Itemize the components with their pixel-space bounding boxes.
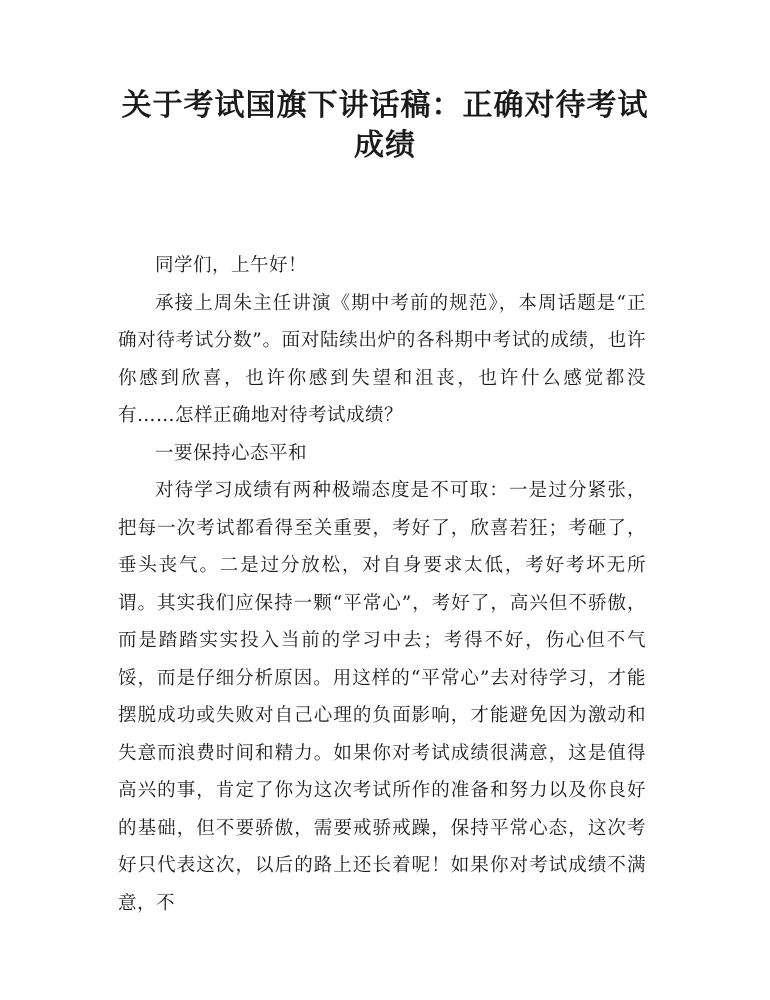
intro-paragraph: 承接上周朱主任讲演《期中考前的规范》，本周话题是“正确对待考试分数”。面对陆续出炉的各科期中考试的成绩，也许你感到欣喜，也许你感到失望和沮丧，也许什么感觉都没有……怎样正确地对待考试成绩？ [118, 292, 646, 426]
section-heading: 一要保持心态平和 [155, 442, 308, 464]
document-body [118, 247, 646, 922]
page-title [95, 86, 675, 166]
greeting-paragraph: 同学们，上午好！ [155, 255, 308, 276]
body-paragraph: 对待学习成绩有两种极端态度是不可取：一是过分紧张，把每一次考试都看得至关重要，考好了，欣喜若狂；考砸了，垂头丧气。二是过分放松，对自身要求太低，考好考坏无所谓。其实我们应保持一颗“平常心”，考好了，高兴但不骄傲，而是踏踏实实投入当前的学习中去；考得不好，伤心但不气馁，而是仔细分析原因。用这样的“平常心”去对待学习，才能摆脱成功或失败对自己心理的负面影响，才能避免因为激动和失意而浪费时间和精力。如果你对考试成绩很满意，这是值得高兴的事，肯定了你为这次考试所作的准备和努力以及你良好的基础，但不要骄傲，需要戒骄戒躁，保持平常心态，这次考好只代表这次，以后的路上还长着呢！如果你对考试成绩不满意，不 [118, 480, 646, 914]
title-line-1: 关于考试国旗下讲话稿：正确对待考试 [121, 88, 649, 123]
title-line-2: 成绩 [354, 128, 416, 163]
